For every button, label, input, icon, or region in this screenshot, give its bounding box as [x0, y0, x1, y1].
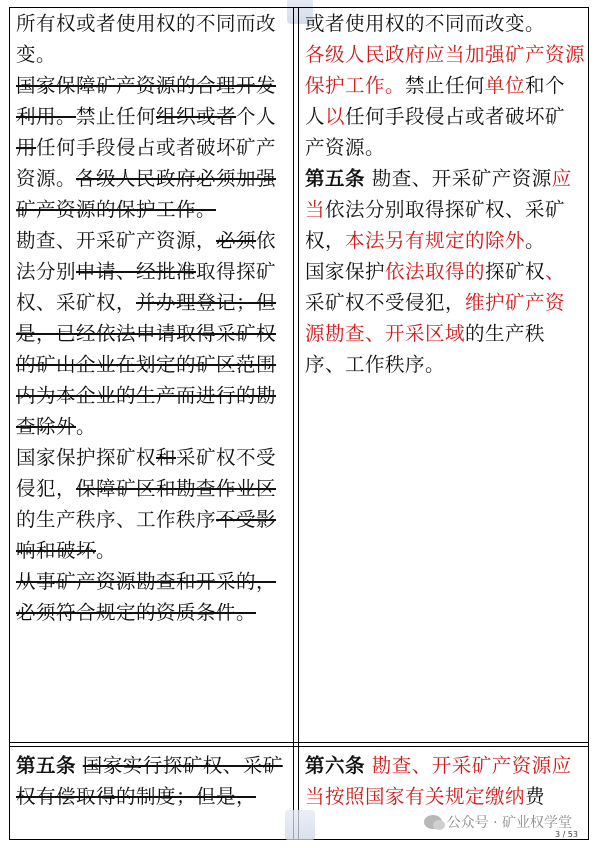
- deleted-text: 不受影响和破坏: [16, 508, 277, 562]
- text: 国家保护探矿权: [16, 446, 157, 469]
- deleted-text: 国家实行探矿权、采矿权有偿取得的制度；但是，: [16, 754, 283, 808]
- deleted-text: 和: [156, 446, 177, 469]
- added-text: 各级人民政府应当加强矿产资源保护工作。: [305, 43, 586, 97]
- new-paragraph-4: [305, 256, 585, 380]
- old-paragraph-4: [16, 442, 289, 566]
- article-number: 第五条: [16, 754, 77, 777]
- text: 依法分别取得探矿权、采矿权，: [305, 198, 566, 252]
- text: 个人: [236, 105, 277, 128]
- text: 依法分别: [16, 229, 277, 283]
- deleted-text: 国家保障矿产资源的合理开发利用。: [16, 74, 277, 128]
- added-text: 以: [325, 105, 346, 128]
- new-paragraph-2: [305, 39, 585, 163]
- deleted-text: 必须: [216, 229, 257, 252]
- text: 的生产秩序、工作秩序。: [305, 322, 546, 376]
- row-divider: [10, 742, 588, 743]
- wechat-icon: [424, 815, 442, 829]
- text: 。: [76, 415, 97, 438]
- text: 取得探矿权、采矿权，: [16, 260, 277, 314]
- text: 的生产秩序、工作秩序: [16, 508, 217, 531]
- new-article-6-cell: [299, 750, 589, 812]
- added-text: 本法另有规定的除外: [345, 229, 526, 252]
- text: 和个人: [305, 74, 566, 128]
- text: 采矿权不受侵犯，: [305, 291, 466, 314]
- page-number: 3 / 53: [554, 830, 578, 839]
- deleted-text: 组织或者: [156, 105, 237, 128]
- text: 。: [525, 229, 546, 252]
- old-paragraph-2: [16, 70, 289, 225]
- old-paragraph-3: [16, 225, 289, 442]
- old-article-5: [16, 750, 289, 812]
- old-article-5-cell: [10, 750, 293, 812]
- old-paragraph-1: [16, 8, 289, 70]
- deleted-text: 从事矿产资源勘查和开采的，必须符合规定的资质条件。: [16, 570, 277, 624]
- text: 勘查、开采矿产资源: [365, 167, 552, 190]
- text: 。: [96, 539, 117, 562]
- old-paragraph-5: [16, 566, 289, 628]
- text: 或者使用权的不同而改变。: [305, 12, 546, 35]
- watermark: [424, 812, 572, 832]
- new-article-6: [305, 750, 585, 812]
- deleted-text: 各级人民政府必须加强矿产资源的保护工作。: [16, 167, 277, 221]
- added-text: 应当: [305, 167, 572, 221]
- added-text: 、: [545, 260, 566, 283]
- deleted-text: 并办理登记；但是，已经依法申请取得采矿权的矿山企业在划定的矿区范围内为本企业的生产而进行的勘查除外: [16, 291, 277, 438]
- article-number: 第六条: [305, 754, 366, 777]
- text: 国家保护: [305, 260, 386, 283]
- added-text: 依法取得的: [385, 260, 486, 283]
- old-text-cell: [10, 8, 293, 628]
- added-text: 单位: [485, 74, 526, 97]
- comparison-table: [9, 7, 589, 840]
- text: 所有权或者使用权的不同而改变。: [16, 12, 277, 66]
- text: 探矿权: [485, 260, 546, 283]
- text: 任何手段侵占或者破坏矿产资源。: [16, 136, 277, 190]
- footer-logo-mark: [285, 810, 315, 840]
- column-divider: [293, 8, 294, 839]
- deleted-text: 保障矿区和勘查作业区: [76, 477, 277, 500]
- text: 勘查、开采矿产资源，: [16, 229, 217, 252]
- text: 禁止任何: [76, 105, 157, 128]
- new-paragraph-3: [305, 163, 585, 256]
- text: 费: [525, 785, 546, 808]
- text: 任何手段侵占或者破坏矿产资源。: [305, 105, 566, 159]
- text: 采矿权不受侵犯，: [16, 446, 277, 500]
- new-text-cell: [299, 8, 589, 380]
- deleted-text: 申请、经批准: [76, 260, 197, 283]
- watermark-text: 公众号 · 矿业权学堂: [446, 815, 572, 831]
- added-text: 勘查、开采矿产资源应当按照国家有关规定缴纳: [305, 754, 572, 808]
- new-paragraph-1: [305, 8, 585, 39]
- deleted-text: 用: [16, 136, 37, 159]
- text: 禁止任何: [405, 74, 486, 97]
- row-divider-inner: [10, 746, 588, 747]
- added-text: 维护矿产资源勘查、开采区域: [305, 291, 566, 345]
- article-number: 第五条: [305, 167, 366, 190]
